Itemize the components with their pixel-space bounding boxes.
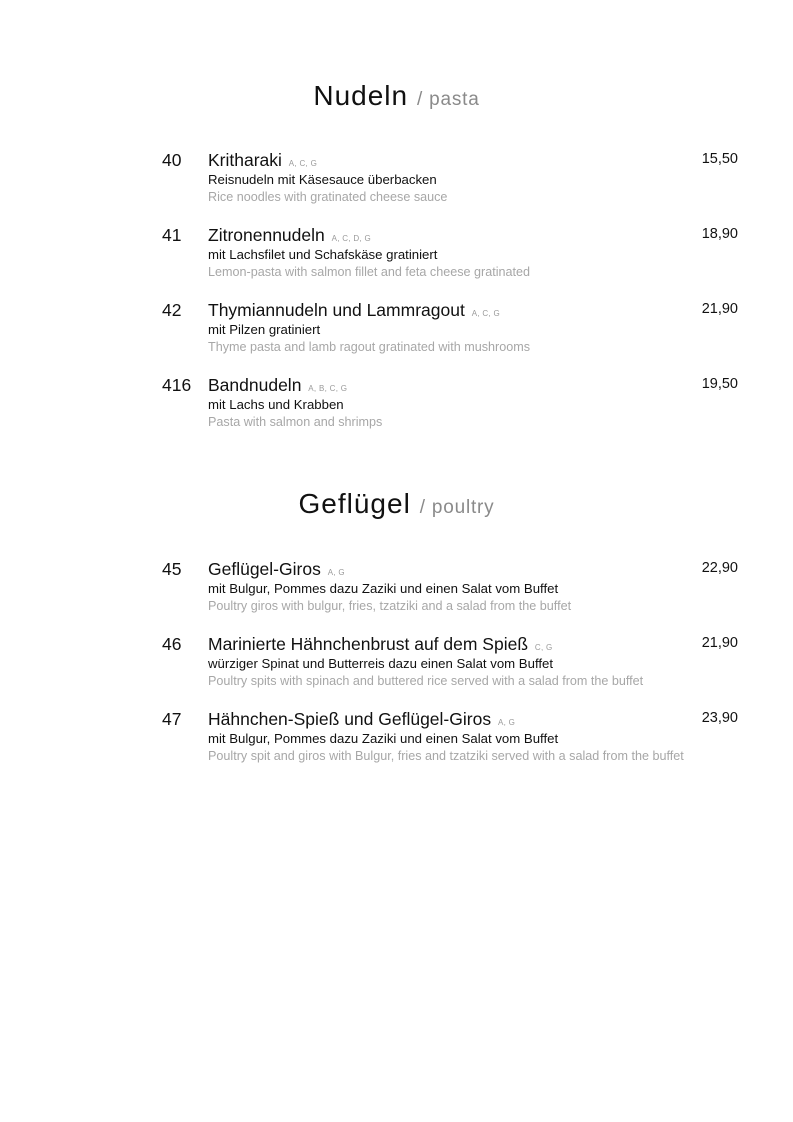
- section-title: [0, 484, 793, 521]
- item-name: Geflügel-Giros: [208, 559, 321, 579]
- item-name: Bandnudeln: [208, 375, 302, 395]
- description-english: Rice noodles with gratinated cheese sauce: [208, 190, 448, 204]
- allergen-codes: A, G: [497, 718, 516, 727]
- description-english: Poultry spit and giros with Bulgur, fries and tzatziki served with a salad from the buffet: [208, 749, 684, 763]
- allergen-codes: A, C, G: [288, 159, 318, 168]
- section-title: [0, 76, 793, 113]
- section-title-main: Nudeln: [313, 80, 409, 111]
- item-price: 22,90: [701, 560, 738, 576]
- description-english: Poultry giros with bulgur, fries, tzatziki and a salad from the buffet: [208, 599, 572, 613]
- section-title-sub: / pasta: [416, 89, 480, 110]
- allergen-codes: A, C, D, G: [331, 234, 372, 243]
- item-number: 40: [162, 150, 182, 170]
- item-price: 19,50: [701, 376, 738, 392]
- menu-item: [162, 559, 738, 625]
- section-title-main: Geflügel: [298, 488, 411, 519]
- allergen-codes: A, G: [327, 568, 345, 577]
- description-english: Pasta with salmon and shrimps: [208, 415, 383, 429]
- item-price: 21,90: [701, 301, 738, 317]
- description-german: mit Lachs und Krabben: [208, 397, 344, 412]
- description-german: mit Bulgur, Pommes dazu Zaziki und einen Salat vom Buffet: [208, 731, 559, 746]
- item-name: Kritharaki: [208, 150, 282, 170]
- menu-item: [162, 225, 738, 291]
- description-german: würziger Spinat und Butterreis dazu einen Salat vom Buffet: [208, 656, 554, 671]
- item-number: 42: [162, 300, 182, 320]
- section-pasta: [0, 76, 793, 113]
- allergen-codes: A, C, G: [471, 309, 501, 318]
- menu-item: [162, 150, 738, 216]
- description-german: mit Lachsfilet und Schafskäse gratiniert: [208, 247, 438, 262]
- item-name: Thymiannudeln und Lammragout: [208, 300, 465, 320]
- item-number: 416: [162, 375, 192, 395]
- description-english: Lemon-pasta with salmon fillet and feta cheese gratinated: [208, 265, 531, 279]
- description-german: Reisnudeln mit Käsesauce überbacken: [208, 172, 437, 187]
- menu-item: [162, 709, 738, 775]
- menu-item: [162, 634, 738, 700]
- allergen-codes: A, B, C, G: [308, 384, 348, 393]
- description-english: Poultry spits with spinach and buttered rice served with a salad from the buffet: [208, 674, 644, 688]
- allergen-codes: C, G: [534, 643, 553, 652]
- item-number: 45: [162, 559, 182, 579]
- description-german: mit Pilzen gratiniert: [208, 322, 321, 337]
- description-english: Thyme pasta and lamb ragout gratinated with mushrooms: [208, 340, 531, 354]
- section-title-sub: / poultry: [419, 497, 495, 518]
- item-price: 21,90: [701, 635, 738, 651]
- item-number: 46: [162, 634, 182, 654]
- menu-item: [162, 375, 738, 441]
- item-name: Zitronennudeln: [208, 225, 325, 245]
- item-price: 15,50: [701, 151, 738, 167]
- item-price: 23,90: [701, 710, 738, 726]
- item-name: Marinierte Hähnchenbrust auf dem Spieß: [208, 634, 529, 654]
- item-name: Hähnchen-Spieß und Geflügel-Giros: [208, 709, 492, 729]
- item-number: 41: [162, 225, 182, 245]
- section-poultry: [0, 484, 793, 521]
- description-german: mit Bulgur, Pommes dazu Zaziki und einen Salat vom Buffet: [208, 581, 559, 596]
- menu-item: [162, 300, 738, 366]
- item-number: 47: [162, 709, 182, 729]
- item-price: 18,90: [701, 226, 738, 242]
